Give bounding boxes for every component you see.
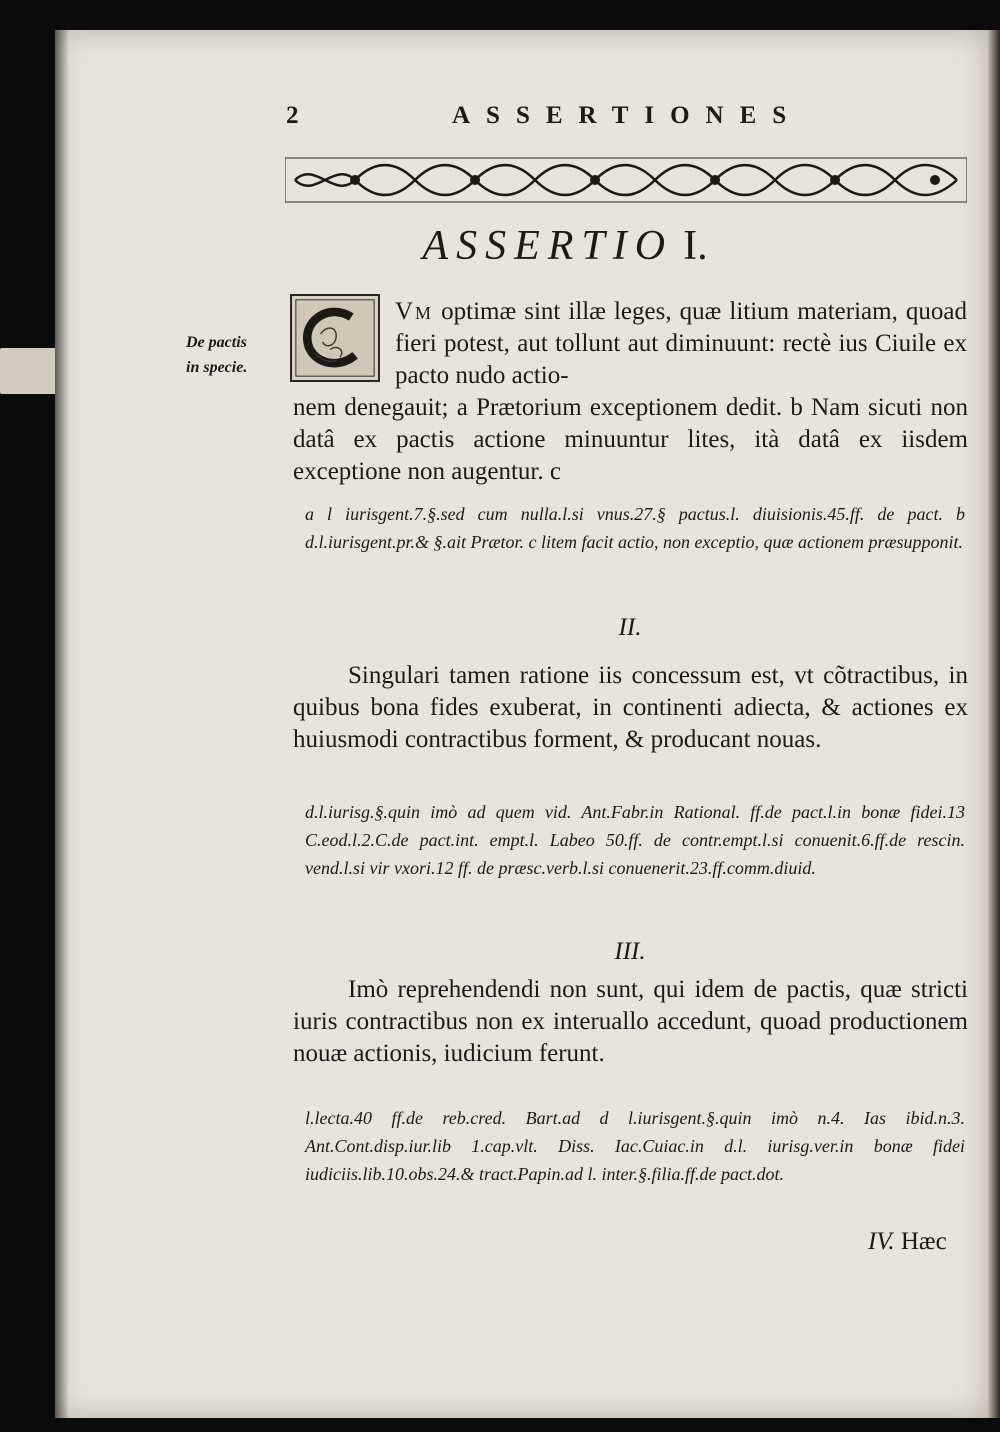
section2-notes: d.l.iurisg.§.quin imò ad quem vid. Ant.Fabr.in Rational. ff.de pact.l.in bonæ fidei.13 C.eod.l.2.C.de pact.int. empt.l. Labeo 50.ff. de contr.empt.l.si conuenit.6.ff.de rescin. vend.l.si vir vxori.12 ff. de præsc.verb.l.si conuenerit.23.ff.comm.diuid. xyxy=(305,802,965,878)
section2-text: Singulari tamen ratione iis concessum est, vt cõtractibus, in quibus bona fides exuberat, in continenti adiecta, & actiones ex huiusmodi contractibus forment, & producant nouas. xyxy=(293,662,968,753)
section2-number: II. xyxy=(618,614,642,641)
catchword-word: Hæc xyxy=(900,1228,947,1255)
running-head-title: ASSERTIONES xyxy=(452,102,803,129)
assertio-heading xyxy=(0,222,1000,270)
catchword-number: IV. xyxy=(868,1228,895,1255)
margin-note-line: in specie. xyxy=(186,359,248,376)
section3-number: III. xyxy=(614,938,646,965)
running-head xyxy=(0,102,1000,134)
assertio-title: ASSERTIO xyxy=(422,223,674,269)
section1-opening xyxy=(395,296,967,392)
page-tab xyxy=(0,348,58,394)
margin-note xyxy=(186,330,278,380)
catchword xyxy=(868,1228,947,1256)
section3-text: Imò reprehendendi non sunt, qui idem de pactis, quæ stricti iuris contractibus non ex interuallo accedunt, quoad productionem nouæ actionis, iudicium ferunt. xyxy=(293,976,968,1067)
ornament-band xyxy=(285,156,967,204)
section1-text: nem denegauit; a Prætorium exceptionem dedit. b Nam sicuti non datâ ex pactis actione minuuntur lites, ità datâ ex iisdem exceptione non augentur. c xyxy=(293,394,968,485)
opening-word: Vm xyxy=(395,298,434,325)
decorated-initial xyxy=(290,294,380,382)
margin-note-line: De pactis xyxy=(186,334,247,351)
section1-notes: a l iurisgent.7.§.sed cum nulla.l.si vnus.27.§ pactus.l. diuisionis.45.ff. de pact. b d.l.iurisgent.pr.& §.ait Prætor. c litem facit actio, non exceptio, quæ actionem præsupponit. xyxy=(305,504,965,552)
assertio-number: I. xyxy=(683,223,708,269)
opening-text: optimæ sint illæ leges, quæ litium materiam, quoad fieri potest, aut tollunt aut diminuunt: rectè ius Ciuile ex pacto nudo actio- xyxy=(395,298,968,389)
section3-notes: l.lecta.40 ff.de reb.cred. Bart.ad d l.iurisgent.§.quin imò n.4. Ias ibid.n.3. Ant.Cont.disp.iur.lib 1.cap.vlt. Diss. Iac.Cuiac.in d.l. iurisg.ver.in bonæ fidei iudiciis.lib.10.obs.24.& tract.Papin.ad l. inter.§.filia.ff.de pact.dot. xyxy=(305,1108,965,1184)
page-number: 2 xyxy=(286,102,299,129)
